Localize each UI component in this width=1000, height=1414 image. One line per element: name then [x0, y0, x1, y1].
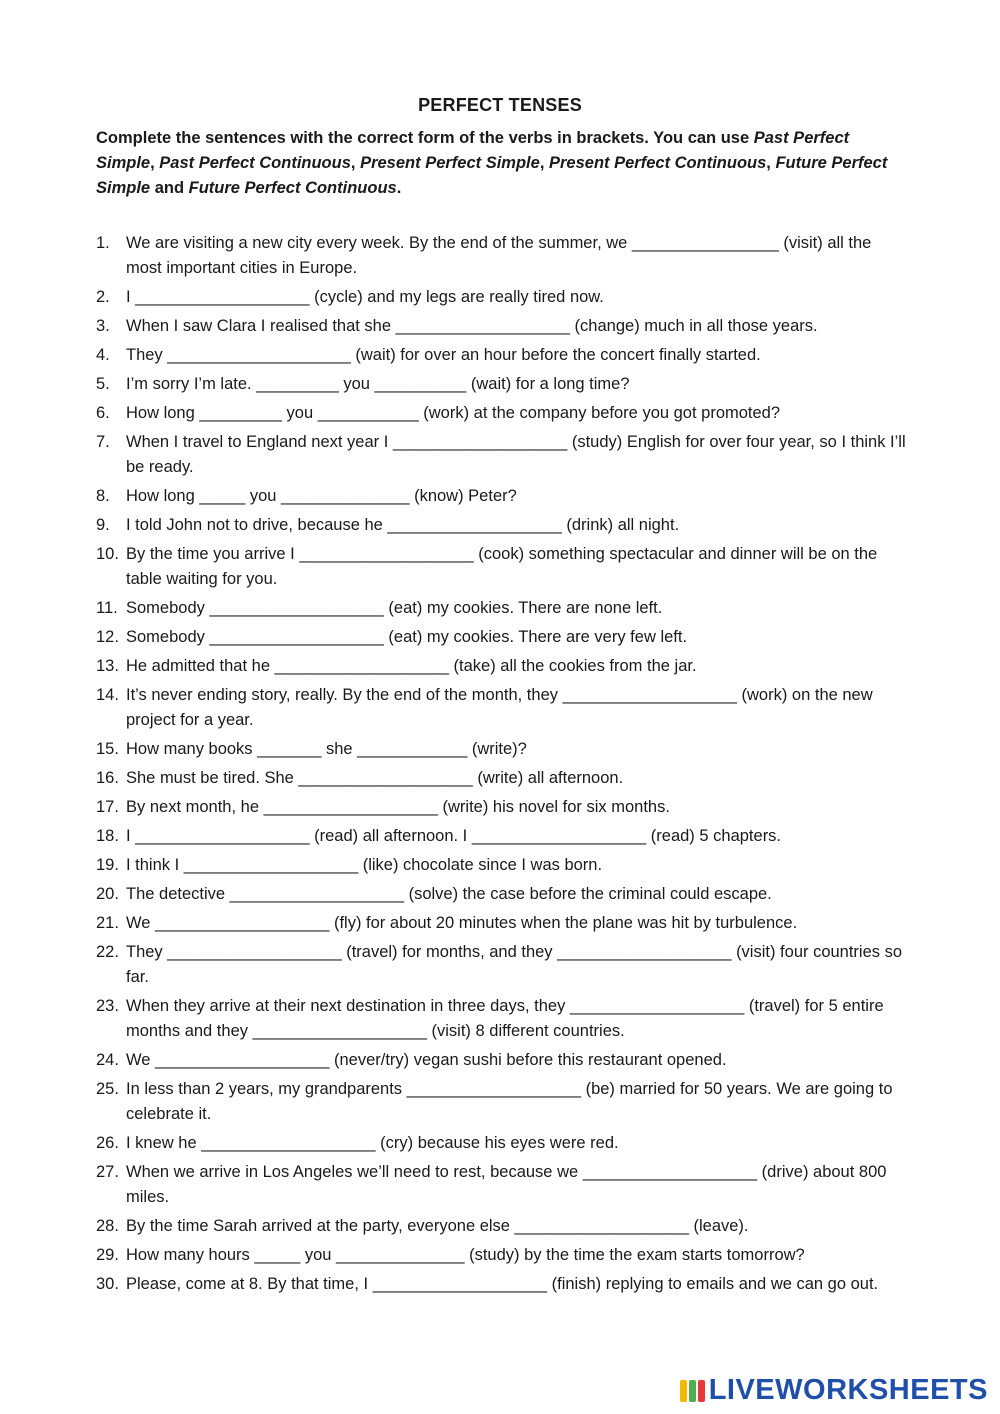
- exercise-number: 27.: [96, 1163, 119, 1181]
- exercise-item: [96, 1156, 908, 1210]
- exercise-item: [96, 1044, 908, 1073]
- tense-past-perfect-simple: Past Perfect Simple: [96, 129, 850, 172]
- exercise-sentence: How many books _______ she ____________ (write)?: [126, 740, 527, 758]
- exercise-sentence: When I travel to England next year I ___________________ (study) English for over four year, so I think I’ll be ready.: [126, 433, 906, 476]
- logo-bar: [689, 1380, 696, 1402]
- exercise-item: [96, 621, 908, 650]
- exercise-item: [96, 1073, 908, 1127]
- exercise-sentence: She must be tired. She ___________________ (write) all afternoon.: [126, 769, 624, 787]
- tense-future-perfect-continuous: Future Perfect Continuous: [188, 179, 397, 197]
- tense-past-perfect-continuous: Past Perfect Continuous: [159, 154, 351, 172]
- exercise-list: [96, 227, 908, 1297]
- separator: ,: [350, 154, 361, 172]
- exercise-number: 18.: [96, 827, 119, 845]
- exercise-item: [96, 990, 908, 1044]
- exercise-sentence: They ___________________ (travel) for months, and they ___________________ (visit) four countries so far.: [126, 943, 903, 986]
- exercise-number: 19.: [96, 856, 119, 874]
- exercise-number: 20.: [96, 885, 119, 903]
- exercise-item: [96, 227, 908, 281]
- exercise-number: 26.: [96, 1134, 119, 1152]
- exercise-number: 4.: [96, 346, 110, 364]
- exercise-number: 8.: [96, 487, 110, 505]
- exercise-sentence: Please, come at 8. By that time, I ___________________ (finish) replying to emails and we can go out.: [126, 1275, 879, 1293]
- exercise-item: [96, 733, 908, 762]
- exercise-item: [96, 310, 908, 339]
- exercise-item: [96, 281, 908, 310]
- exercise-item: [96, 538, 908, 592]
- exercise-item: [96, 339, 908, 368]
- liveworksheets-logo: [680, 1374, 988, 1407]
- exercise-sentence: When we arrive in Los Angeles we’ll need to rest, because we ___________________ (drive) about 800 miles.: [126, 1163, 887, 1206]
- exercise-number: 9.: [96, 516, 110, 534]
- instructions: [96, 126, 906, 201]
- exercise-item: [96, 426, 908, 480]
- exercise-number: 5.: [96, 375, 110, 393]
- exercise-sentence: In less than 2 years, my grandparents ___________________ (be) married for 50 years. We are going to celebrate it.: [126, 1080, 893, 1123]
- exercise-item: [96, 791, 908, 820]
- exercise-number: 1.: [96, 234, 110, 252]
- exercise-sentence: By the time Sarah arrived at the party, everyone else ___________________ (leave).: [126, 1217, 749, 1235]
- exercise-sentence: It’s never ending story, really. By the end of the month, they ___________________ (work) on the new project for a year.: [126, 686, 873, 729]
- exercise-item: [96, 849, 908, 878]
- exercise-number: 7.: [96, 433, 110, 451]
- exercise-sentence: I ___________________ (read) all afternoon. I ___________________ (read) 5 chapters.: [126, 827, 782, 845]
- exercise-item: [96, 762, 908, 791]
- exercise-item: [96, 650, 908, 679]
- exercise-sentence: I’m sorry I’m late. _________ you __________ (wait) for a long time?: [126, 375, 630, 393]
- exercise-number: 22.: [96, 943, 119, 961]
- exercise-item: [96, 1268, 908, 1297]
- exercise-number: 15.: [96, 740, 119, 758]
- conjunction: and: [150, 179, 189, 197]
- exercise-sentence: We are visiting a new city every week. By the end of the summer, we ________________ (visit) all the most important cities in Europe.: [126, 234, 872, 277]
- exercise-sentence: When they arrive at their next destination in three days, they ___________________ (travel) for 5 entire months and they ___________________ (visit) 8 different countries.: [126, 997, 884, 1040]
- exercise-number: 14.: [96, 686, 119, 704]
- separator: ,: [150, 154, 160, 172]
- tense-present-perfect-simple: Present Perfect Simple: [360, 154, 540, 172]
- exercise-number: 28.: [96, 1217, 119, 1235]
- exercise-sentence: They ____________________ (wait) for over an hour before the concert finally started.: [126, 346, 761, 364]
- exercise-sentence: Somebody ___________________ (eat) my cookies. There are very few left.: [126, 628, 688, 646]
- exercise-number: 24.: [96, 1051, 119, 1069]
- page-title: PERFECT TENSES: [418, 95, 582, 115]
- exercise-item: [96, 1210, 908, 1239]
- instructions-text: Complete the sentences with the correct form of the verbs in brackets. You can use: [96, 129, 754, 147]
- exercise-number: 12.: [96, 628, 119, 646]
- exercise-sentence: I told John not to drive, because he ___________________ (drink) all night.: [126, 516, 680, 534]
- exercise-number: 17.: [96, 798, 119, 816]
- exercise-number: 6.: [96, 404, 110, 422]
- exercise-sentence: I ___________________ (cycle) and my legs are really tired now.: [126, 288, 604, 306]
- exercise-item: [96, 679, 908, 733]
- exercise-number: 2.: [96, 288, 110, 306]
- exercise-sentence: By the time you arrive I ___________________ (cook) something spectacular and dinner will be on the table waiting for you.: [126, 545, 878, 588]
- exercise-sentence: By next month, he ___________________ (write) his novel for six months.: [126, 798, 670, 816]
- exercise-item: [96, 1239, 908, 1268]
- exercise-item: [96, 480, 908, 509]
- exercise-item: [96, 592, 908, 621]
- exercise-sentence: How long _________ you ___________ (work) at the company before you got promoted?: [126, 404, 781, 422]
- exercise-number: 3.: [96, 317, 110, 335]
- exercise-item: [96, 907, 908, 936]
- exercise-number: 30.: [96, 1275, 119, 1293]
- exercise-number: 23.: [96, 997, 119, 1015]
- exercise-item: [96, 1127, 908, 1156]
- exercise-sentence: The detective ___________________ (solve) the case before the criminal could escape.: [126, 885, 772, 903]
- exercise-item: [96, 397, 908, 426]
- separator: ,: [539, 154, 549, 172]
- exercise-sentence: How many hours _____ you ______________ (study) by the time the exam starts tomorrow?: [126, 1246, 805, 1264]
- exercise-number: 16.: [96, 769, 119, 787]
- logo-text: LIVEWORKSHEETS: [708, 1374, 988, 1406]
- exercise-sentence: We ___________________ (never/try) vegan sushi before this restaurant opened.: [126, 1051, 727, 1069]
- exercise-item: [96, 878, 908, 907]
- exercise-item: [96, 820, 908, 849]
- exercise-item: [96, 368, 908, 397]
- logo-bar: [698, 1380, 705, 1402]
- tense-future-perfect-simple: Future Perfect Simple: [96, 154, 888, 197]
- exercise-sentence: Somebody ___________________ (eat) my cookies. There are none left.: [126, 599, 663, 617]
- exercise-number: 25.: [96, 1080, 119, 1098]
- exercise-number: 29.: [96, 1246, 119, 1264]
- exercise-sentence: How long _____ you ______________ (know) Peter?: [126, 487, 517, 505]
- exercise-sentence: We ___________________ (fly) for about 20 minutes when the plane was hit by turbulence.: [126, 914, 798, 932]
- exercise-sentence: He admitted that he ___________________ (take) all the cookies from the jar.: [126, 657, 697, 675]
- tense-present-perfect-continuous: Present Perfect Continuous: [549, 154, 767, 172]
- separator: ,: [766, 154, 776, 172]
- logo-bar: [680, 1380, 687, 1402]
- exercise-item: [96, 509, 908, 538]
- liveworksheets-logo-icon: [680, 1380, 705, 1402]
- exercise-sentence: I think I ___________________ (like) chocolate since I was born.: [126, 856, 603, 874]
- exercise-sentence: I knew he ___________________ (cry) because his eyes were red.: [126, 1134, 619, 1152]
- exercise-number: 10.: [96, 545, 119, 563]
- exercise-number: 21.: [96, 914, 119, 932]
- exercise-sentence: When I saw Clara I realised that she ___________________ (change) much in all those years.: [126, 317, 818, 335]
- exercise-item: [96, 936, 908, 990]
- exercise-number: 11.: [96, 599, 118, 617]
- period: .: [396, 179, 402, 197]
- exercise-number: 13.: [96, 657, 119, 675]
